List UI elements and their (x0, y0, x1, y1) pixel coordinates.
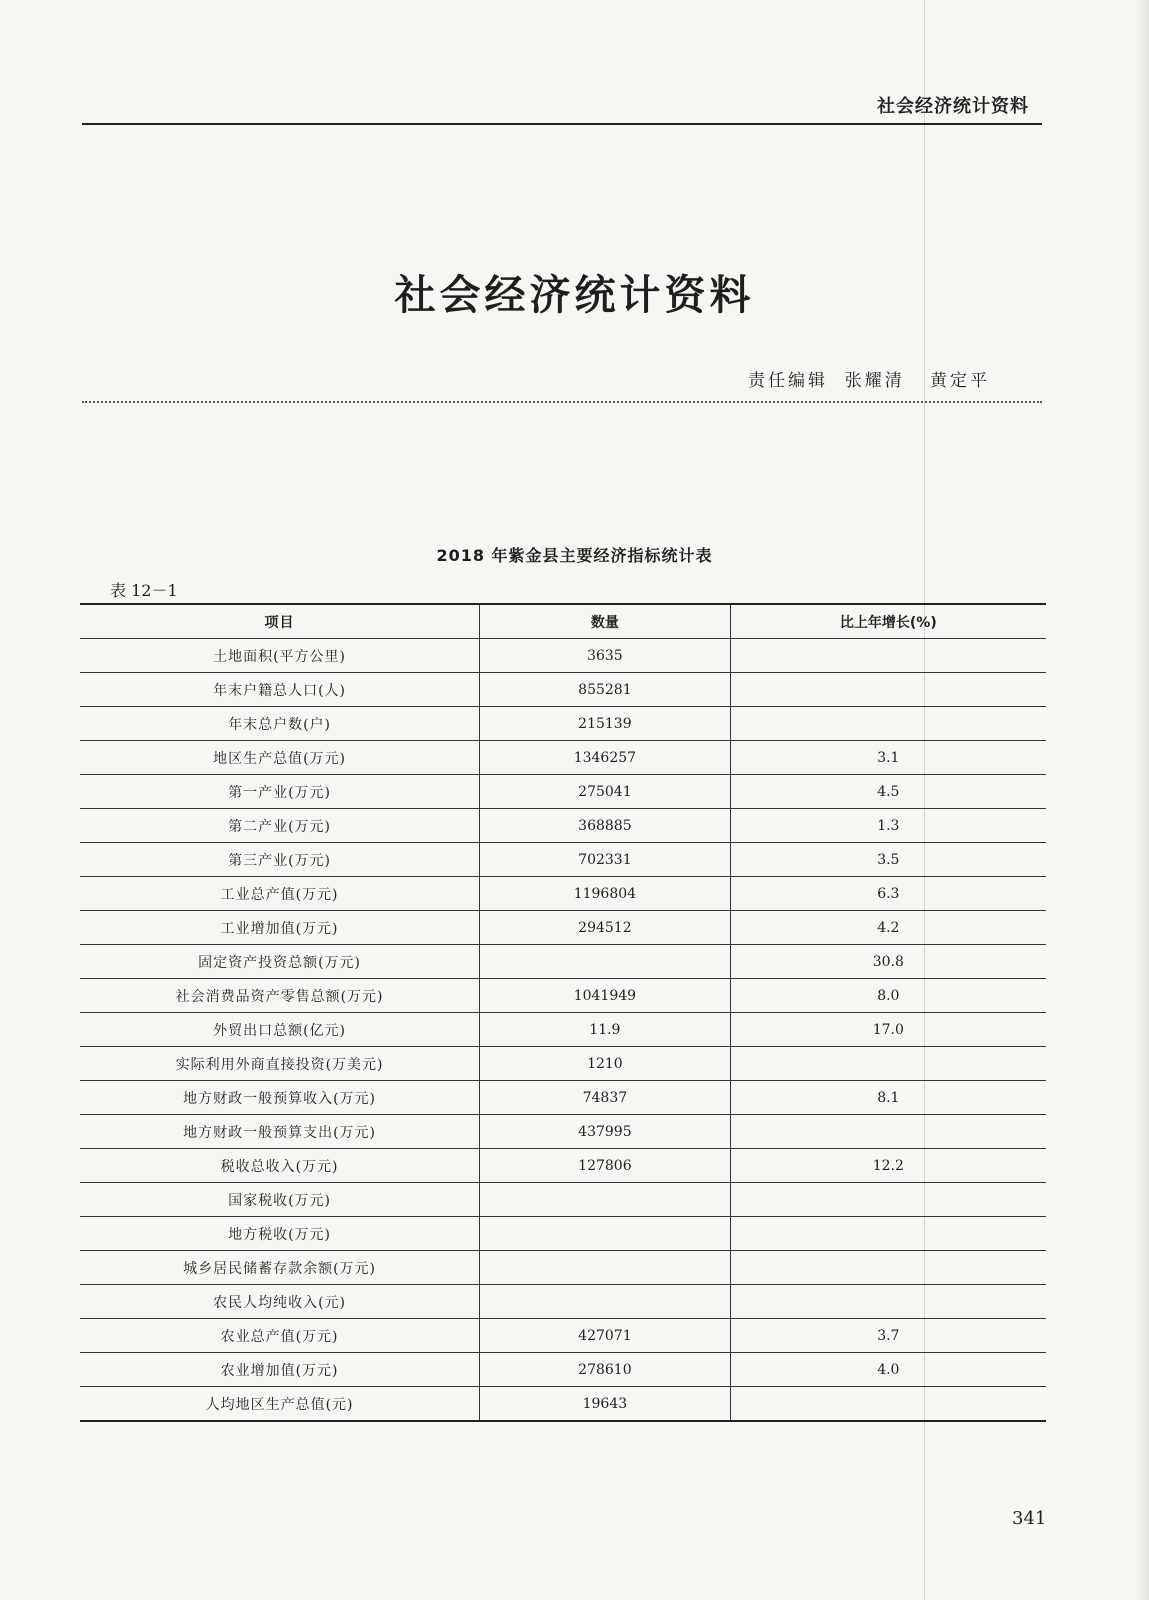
table-row (80, 911, 1046, 945)
cell-growth: 3.7 (730, 1319, 1046, 1353)
cell-growth: 4.2 (730, 911, 1046, 945)
cell-growth (730, 1285, 1046, 1319)
table-row (80, 979, 1046, 1013)
cell-item: 第一产业(万元) (80, 775, 480, 809)
cell-growth: 8.0 (730, 979, 1046, 1013)
cell-item: 土地面积(平方公里) (80, 639, 480, 673)
cell-item: 第二产业(万元) (80, 809, 480, 843)
cell-item: 地方财政一般预算收入(万元) (80, 1081, 480, 1115)
cell-quantity: 275041 (480, 775, 731, 809)
cell-growth: 8.1 (730, 1081, 1046, 1115)
cell-quantity: 278610 (480, 1353, 731, 1387)
table-row (80, 673, 1046, 707)
cell-item: 社会消费品资产零售总额(万元) (80, 979, 480, 1013)
running-head: 社会经济统计资料 (877, 96, 1029, 117)
cell-quantity: 702331 (480, 843, 731, 877)
cell-growth: 6.3 (730, 877, 1046, 911)
header-rule (82, 123, 1042, 125)
table-row (80, 809, 1046, 843)
page-edge-shadow (1135, 0, 1149, 1600)
cell-item: 地方财政一般预算支出(万元) (80, 1115, 480, 1149)
table-row (80, 775, 1046, 809)
cell-item: 农业增加值(万元) (80, 1353, 480, 1387)
cell-quantity: 437995 (480, 1115, 731, 1149)
cell-growth (730, 707, 1046, 741)
cell-item: 国家税收(万元) (80, 1183, 480, 1217)
cell-growth: 4.0 (730, 1353, 1046, 1387)
table-number: 表 12－1 (110, 581, 178, 600)
table-row (80, 1081, 1046, 1115)
cell-item: 第三产业(万元) (80, 843, 480, 877)
cell-quantity: 855281 (480, 673, 731, 707)
cell-quantity: 3635 (480, 639, 731, 673)
table-row (80, 1387, 1046, 1422)
table-row (80, 1285, 1046, 1319)
cell-growth (730, 1183, 1046, 1217)
cell-item: 农民人均纯收入(元) (80, 1285, 480, 1319)
cell-item: 地区生产总值(万元) (80, 741, 480, 775)
cell-quantity: 1210 (480, 1047, 731, 1081)
cell-quantity: 215139 (480, 707, 731, 741)
dotted-divider (82, 401, 1042, 403)
cell-quantity: 1041949 (480, 979, 731, 1013)
table-row (80, 1183, 1046, 1217)
cell-quantity: 19643 (480, 1387, 731, 1422)
cell-growth (730, 1251, 1046, 1285)
cell-growth (730, 1047, 1046, 1081)
cell-quantity: 368885 (480, 809, 731, 843)
column-header-growth: 比上年增长(%) (730, 604, 1046, 639)
cell-item: 工业增加值(万元) (80, 911, 480, 945)
table-row (80, 1251, 1046, 1285)
cell-quantity (480, 1285, 731, 1319)
cell-growth (730, 1387, 1046, 1422)
table-row (80, 1013, 1046, 1047)
cell-growth (730, 1217, 1046, 1251)
cell-growth: 12.2 (730, 1149, 1046, 1183)
table-title: 2018 年紫金县主要经济指标统计表 (436, 546, 713, 565)
cell-quantity (480, 1183, 731, 1217)
cell-quantity: 427071 (480, 1319, 731, 1353)
table-row (80, 1149, 1046, 1183)
page-title: 社会经济统计资料 (394, 271, 755, 319)
table-body (80, 639, 1046, 1422)
table-row (80, 1115, 1046, 1149)
table-row (80, 1217, 1046, 1251)
table-header-row (80, 604, 1046, 639)
table-row (80, 1319, 1046, 1353)
cell-quantity: 1346257 (480, 741, 731, 775)
cell-growth: 4.5 (730, 775, 1046, 809)
cell-item: 人均地区生产总值(元) (205, 1396, 354, 1413)
cell-growth (730, 1115, 1046, 1149)
cell-quantity (480, 1217, 731, 1251)
cell-growth: 1.3 (730, 809, 1046, 843)
table-row (80, 843, 1046, 877)
cell-quantity: 294512 (480, 911, 731, 945)
cell-item: 城乡居民储蓄存款余额(万元) (80, 1251, 480, 1285)
cell-growth: 3.1 (730, 741, 1046, 775)
table-row (80, 707, 1046, 741)
cell-growth: 30.8 (730, 945, 1046, 979)
table-row (80, 1353, 1046, 1387)
cell-quantity: 11.9 (480, 1013, 731, 1047)
table-row (80, 945, 1046, 979)
column-header-item: 项目 (80, 604, 480, 639)
cell-quantity (480, 945, 731, 979)
cell-quantity (480, 1251, 731, 1285)
table-row (80, 741, 1046, 775)
cell-growth: 17.0 (730, 1013, 1046, 1047)
cell-item: 农业总产值(万元) (80, 1319, 480, 1353)
table-row (80, 639, 1046, 673)
editors-credit: 责任编辑 张耀清 黄定平 (748, 371, 991, 391)
cell-item: 年末户籍总人口(人) (80, 673, 480, 707)
cell-item: 外贸出口总额(亿元) (80, 1013, 480, 1047)
table-row (80, 1047, 1046, 1081)
cell-item: 固定资产投资总额(万元) (80, 945, 480, 979)
cell-growth: 3.5 (730, 843, 1046, 877)
page-number: 341 (1012, 1508, 1047, 1529)
cell-growth (730, 639, 1046, 673)
cell-item: 实际利用外商直接投资(万美元) (80, 1047, 480, 1081)
cell-item: 税收总收入(万元) (80, 1149, 480, 1183)
cell-item: 地方税收(万元) (80, 1217, 480, 1251)
cell-item: 年末总户数(户) (80, 707, 480, 741)
table-row (80, 877, 1046, 911)
cell-growth (730, 673, 1046, 707)
statistics-table (80, 603, 1046, 1422)
cell-quantity: 1196804 (480, 877, 731, 911)
cell-quantity: 127806 (480, 1149, 731, 1183)
cell-item: 工业总产值(万元) (80, 877, 480, 911)
column-header-quantity: 数量 (480, 604, 731, 639)
cell-quantity: 74837 (480, 1081, 731, 1115)
